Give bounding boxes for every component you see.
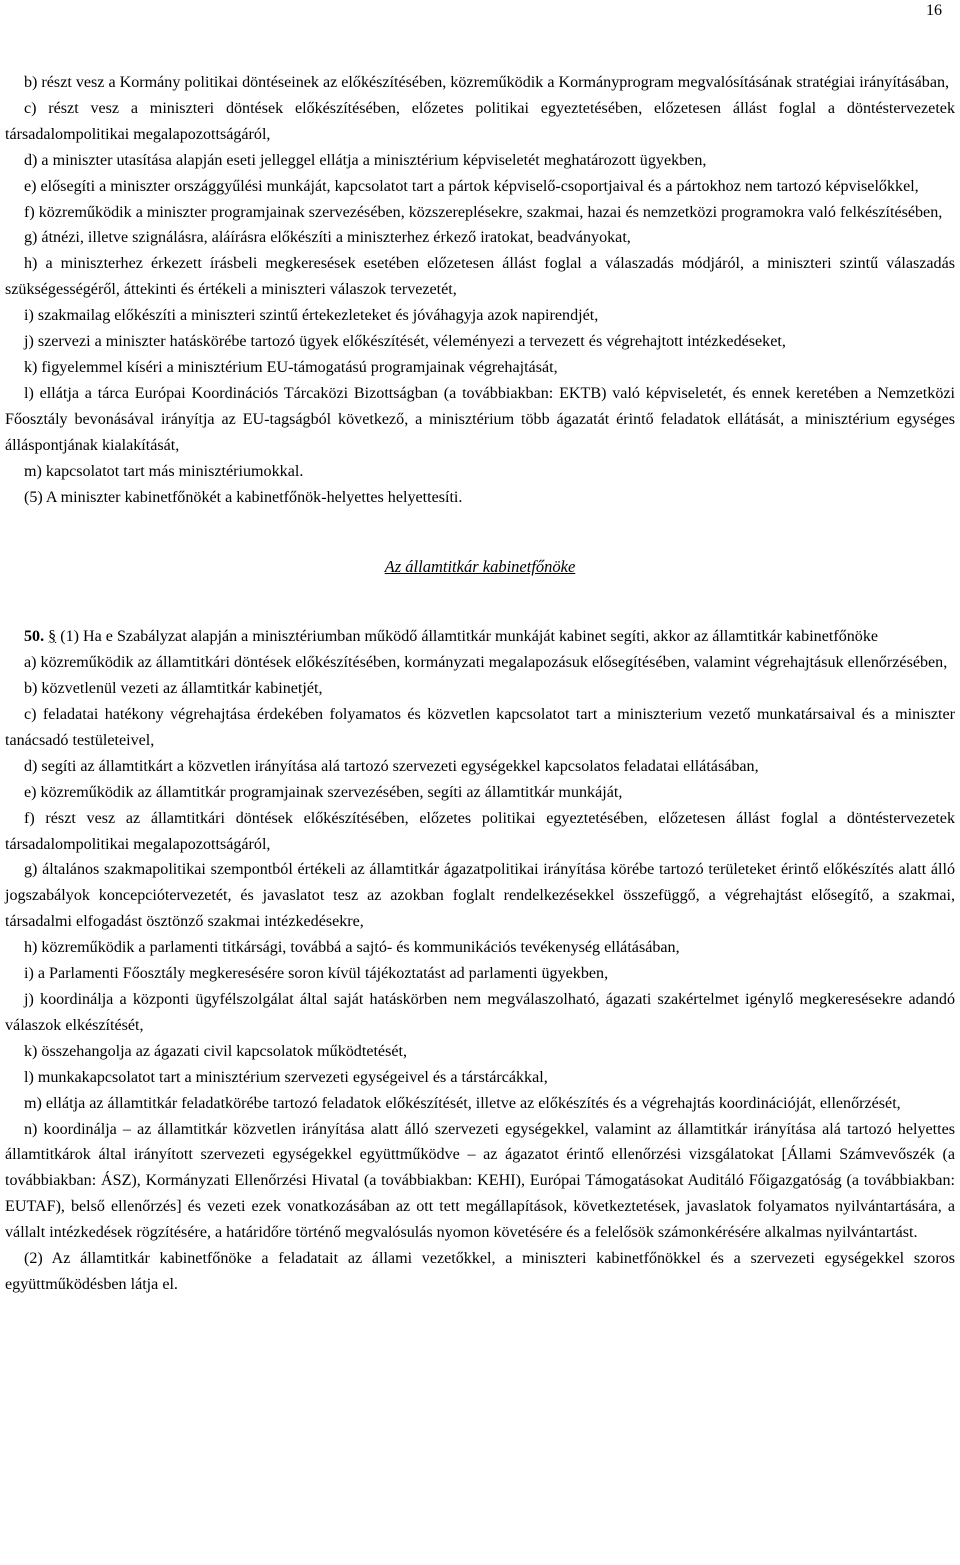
item-f: f) részt vesz az államtitkári döntések előkészítésében, előzetes politikai egyeztetésében, előzetesen állást foglal a döntéstervezetek társadalompolitikai megalapozottságáról, xyxy=(5,809,955,853)
paragraph-2: (2) Az államtitkár kabinetfőnöke a feladatait az állami vezetőkkel, a miniszteri kabinetfőnökkel és a szervezeti egységekkel szoros együttműködésben látja el. xyxy=(5,1250,955,1293)
item-g: g) általános szakmapolitikai szempontból értékeli az államtitkár ágazatpolitikai irányítása körébe tartozó területeket érintő előkészítés alatt álló jogszabályok koncepciótervezetét, és javaslatot tesz az azokban foglalt rendelkezésekkel összefüggő, a végrehajtást elősegítő, a szakmai, társadalmi elfogadást ösztönző szakmai intézkedésekre, xyxy=(5,861,955,931)
paragraph-j: j) szervezi a miniszter hatáskörébe tartozó ügyek előkészítését, véleményezi a tervezett és végrehajtott intézkedéseket, xyxy=(24,333,786,351)
item-k: k) összehangolja az ágazati civil kapcsolatok működtetését, xyxy=(24,1042,407,1060)
paragraph-5: (5) A miniszter kabinetfőnökét a kabinetfőnök-helyettes helyettesíti. xyxy=(24,488,463,506)
paragraph-m: m) kapcsolatot tart más minisztériumokkal. xyxy=(24,462,304,480)
paragraph-d: d) a miniszter utasítása alapján eseti jelleggel ellátja a minisztérium képviseletét meghatározott ügyekben, xyxy=(24,151,707,169)
item-d: d) segíti az államtitkárt a közvetlen irányítása alá tartozó szervezeti egységekkel kapcsolatos feladatai ellátásában, xyxy=(24,757,759,775)
item-b: b) közvetlenül vezeti az államtitkár kabinetjét, xyxy=(24,680,323,698)
section-heading xyxy=(5,554,955,580)
document-body xyxy=(5,70,955,1298)
item-c: c) feladatai hatékony végrehajtása érdekében folyamatos és közvetlen kapcsolatot tart a miniszterium vezető munkatársaival és a miniszter tanácsadó testületeivel, xyxy=(5,706,955,749)
paragraph-i: i) szakmailag előkészíti a miniszteri szintű értekezleteket és jóváhagyja azok napirendjét, xyxy=(24,307,599,325)
item-l: l) munkakapcsolatot tart a minisztérium szervezeti egységeivel és a társtárcákkal, xyxy=(24,1068,548,1086)
item-a: a) közreműködik az államtitkári döntések előkészítésében, kormányzati megalapozásuk elősegítésében, valamint végrehajtásuk ellenőrzésében, xyxy=(24,654,948,672)
paragraph-g: g) átnézi, illetve szignálásra, aláírásra előkészíti a miniszterhez érkező iratokat, beadványokat, xyxy=(24,229,631,247)
item-i: i) a Parlamenti Főosztály megkeresésére soron kívül tájékoztatást ad parlamenti ügyekben, xyxy=(24,965,609,983)
item-j: j) koordinálja a központi ügyfélszolgálat által saját hatáskörben nem megválaszolható, ágazati szakértelmet igénylő megkeresésekre adandó válaszok elkészítését, xyxy=(5,991,955,1034)
item-m: m) ellátja az államtitkár feladatkörébe tartozó feladatok előkészítését, illetve az előkészítés és a végrehajtás koordinációját, ellenőrzését, xyxy=(24,1094,901,1112)
paragraph-c: c) részt vesz a miniszteri döntések előkészítésében, előzetes politikai egyeztetésében, előzetesen állást foglal a döntéstervezetek társadalompolitikai megalapozottságáról, xyxy=(5,99,955,143)
paragraph-b: b) részt vesz a Kormány politikai döntéseinek az előkészítésében, közreműködik a Kormányprogram megvalósításának stratégiai irányításában, xyxy=(24,74,950,91)
paragraph-e: e) elősegíti a miniszter országgyűlési munkáját, kapcsolatot tart a pártok képviselő-csoportjaival és a pártokhoz nem tartozó képviselőkkel, xyxy=(24,177,919,195)
paragraph-f: f) közreműködik a miniszter programjainak szervezésében, közszereplésekre, szakmai, hazai és nemzetközi programokra való felkészítésében, xyxy=(24,203,943,221)
section-number: 50. xyxy=(24,628,45,646)
paragraph-h: h) a miniszterhez érkezett írásbeli megkeresések esetében előzetesen állást foglal a válaszadás módjáról, a miniszteri szintű válaszadás szükségességéről, áttekinti és értékeli a miniszteri válaszok tervezetét, xyxy=(5,255,955,299)
item-h: h) közreműködik a parlamenti titkársági, továbbá a sajtó- és kommunikációs tevékenység ellátásában, xyxy=(24,939,680,957)
item-n: n) koordinálja – az államtitkár közvetlen irányítása alatt álló szervezeti egységekkel, valamint az államtitkár irányítása alá tartozó helyettes államtitkárok által irányított szervezeti egységekkel együttműködve – az ágazatot érintő ellenőrzési vizsgálatokat [Állami Számvevőszék (a továbbiakban: ÁSZ), Kormányzati Ellenőrzési Hivatal (a továbbiakban: KEHI), Európai Támogatásokat Auditáló Főigazgatóság (a továbbiakban: EUTAF), belső ellenőrzés] és vezeti ezek vonatkozásában az ott tett megállapítások, következtetések, javaslatok folyamatos nyilvántartására, a vállalt intézkedések rögzítésére, a határidőre történő megvalósulás nyomon követésére és a felelősök számonkérésére alkalmas nyilvántartást. xyxy=(5,1120,955,1242)
item-e: e) közreműködik az államtitkár programjainak szervezésében, segíti az államtitkár munkáját, xyxy=(24,783,623,801)
page-number: 16 xyxy=(926,2,942,19)
paragraph-k: k) figyelemmel kíséri a minisztérium EU-támogatású programjainak végrehajtását, xyxy=(24,358,558,376)
section-heading-text: Az államtitkár kabinetfőnöke xyxy=(384,557,576,577)
paragraph-l: l) ellátja a tárca Európai Koordinációs Tárcaközi Bizottságban (a továbbiakban: EKTB) való képviseletét, és ennek keretében a Nemzetközi Főosztály bevonásával irányítja az EU-tagságból következő, a minisztérium több ágazatát érintő feladatok ellátását, a minisztérium egységes álláspontjának kialakítását, xyxy=(5,384,955,454)
section-intro xyxy=(5,624,955,650)
section-mark: § xyxy=(48,628,57,646)
section-intro-text: (1) Ha e Szabályzat alapján a minisztériumban működő államtitkár munkáját kabinet segíti, akkor az államtitkár kabinetfőnöke xyxy=(56,628,879,646)
